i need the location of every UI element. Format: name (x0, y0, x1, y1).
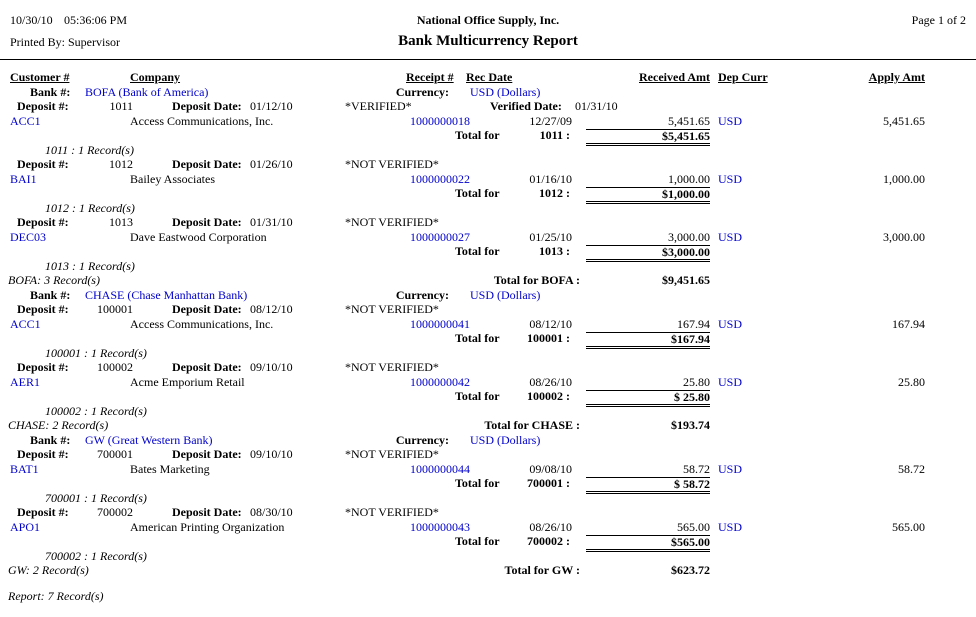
customer-link[interactable]: APO1 (10, 519, 41, 534)
deposit-header-row (0, 216, 976, 231)
apply-amt: 565.00 (892, 519, 925, 534)
deposit-record-count: 700001 : 1 Record(s) (45, 490, 147, 505)
received-amt: 58.72 (683, 461, 710, 476)
total-for-label: Total for (455, 128, 500, 142)
bank-total-label: Total for BOFA : (493, 273, 580, 287)
deposit-date: 01/12/10 (250, 99, 293, 113)
deposit-records-row (0, 144, 976, 159)
customer-link[interactable]: ACC1 (10, 113, 41, 128)
received-amt: 167.94 (677, 316, 710, 331)
deposit-records-row (0, 405, 976, 420)
deposit-number-label: Deposit #: (17, 447, 69, 461)
total-for-label: Total for (455, 244, 500, 258)
apply-amt: 167.94 (892, 316, 925, 331)
col-company: Company (130, 70, 181, 84)
deposit-header-row (0, 158, 976, 173)
customer-link[interactable]: BAI1 (10, 171, 37, 186)
dep-curr-link[interactable]: USD (718, 316, 743, 331)
verification-status: *NOT VERIFIED* (345, 157, 439, 171)
deposit-date-label: Deposit Date: (172, 302, 242, 316)
currency-label: Currency: (395, 287, 449, 302)
company-name: Access Communications, Inc. (130, 113, 274, 128)
deposit-number-label: Deposit #: (17, 157, 69, 171)
deposit-number: 1012 (109, 157, 133, 171)
bank-link[interactable]: BOFA (Bank of America) (85, 84, 209, 99)
dep-curr-link[interactable]: USD (718, 374, 743, 389)
deposit-date: 09/10/10 (250, 447, 293, 461)
total-for-label: Total for (455, 331, 500, 345)
receipt-link[interactable]: 1000000042 (410, 374, 470, 389)
bank-total-amount: $193.74 (671, 418, 710, 432)
col-rec-date: Rec Date (466, 70, 513, 84)
deposit-date-label: Deposit Date: (172, 447, 242, 461)
deposit-number: 700002 (97, 505, 133, 519)
apply-amt: 25.80 (898, 374, 925, 389)
deposit-total-row (0, 187, 976, 202)
header-rule (0, 59, 976, 60)
deposit-date-label: Deposit Date: (172, 157, 242, 171)
rec-date: 01/16/10 (529, 171, 572, 186)
verification-status: *NOT VERIFIED* (345, 360, 439, 374)
bank-number-label: Bank #: (30, 84, 71, 99)
total-deposit-number: 100001 : (527, 331, 570, 345)
dep-curr-link[interactable]: USD (718, 113, 743, 128)
deposit-records-row (0, 260, 976, 275)
deposit-header-row (0, 361, 976, 376)
received-amt: 565.00 (677, 519, 710, 534)
bank-footer-row (0, 419, 976, 434)
receipt-link[interactable]: 1000000044 (410, 461, 470, 476)
deposit-total-amount: $3,000.00 (586, 245, 710, 262)
bank-footer-row (0, 564, 976, 579)
received-amt: 5,451.65 (668, 113, 710, 128)
deposit-header-row (0, 506, 976, 521)
bank-record-count: CHASE: 2 Record(s) (8, 418, 109, 432)
deposit-number: 100002 (97, 360, 133, 374)
rec-date: 08/26/10 (529, 519, 572, 534)
dep-curr-link[interactable]: USD (718, 519, 743, 534)
apply-amt: 5,451.65 (883, 113, 925, 128)
verification-status: *NOT VERIFIED* (345, 215, 439, 229)
verification-status: *NOT VERIFIED* (345, 447, 439, 461)
col-customer: Customer # (10, 70, 70, 84)
deposit-total-row (0, 245, 976, 260)
page-indicator: Page 1 of 2 (911, 13, 966, 27)
bank-number-label: Bank #: (30, 287, 71, 302)
column-header-row (0, 71, 976, 86)
total-deposit-number: 1011 : (539, 128, 570, 142)
bank-record-count: GW: 2 Record(s) (8, 563, 89, 577)
company-name: Bates Marketing (130, 461, 210, 476)
receipt-link[interactable]: 1000000018 (410, 113, 470, 128)
verified-date: 01/31/10 (575, 99, 618, 113)
deposit-number: 1011 (109, 99, 133, 113)
deposit-date: 01/31/10 (250, 215, 293, 229)
deposit-date-label: Deposit Date: (172, 215, 242, 229)
receipt-link[interactable]: 1000000022 (410, 171, 470, 186)
deposit-date-label: Deposit Date: (172, 99, 242, 113)
deposit-number-label: Deposit #: (17, 360, 69, 374)
received-amt: 3,000.00 (668, 229, 710, 244)
currency-link[interactable]: USD (Dollars) (470, 84, 541, 99)
report-record-count: Report: 7 Record(s) (8, 588, 104, 603)
received-amt: 1,000.00 (668, 171, 710, 186)
customer-link[interactable]: ACC1 (10, 316, 41, 331)
print-date: 10/30/10 (10, 13, 53, 27)
detail-row (0, 173, 976, 188)
report-footer-row (0, 590, 976, 605)
deposit-record-count: 1011 : 1 Record(s) (45, 142, 134, 157)
deposit-record-count: 100002 : 1 Record(s) (45, 403, 147, 418)
verification-status: *NOT VERIFIED* (345, 302, 439, 316)
deposit-record-count: 1012 : 1 Record(s) (45, 200, 135, 215)
apply-amt: 3,000.00 (883, 229, 925, 244)
customer-link[interactable]: DEC03 (10, 229, 46, 244)
deposit-date: 08/30/10 (250, 505, 293, 519)
total-for-label: Total for (455, 389, 500, 403)
receipt-link[interactable]: 1000000027 (410, 229, 470, 244)
company-name: Dave Eastwood Corporation (130, 229, 267, 244)
deposit-record-count: 1013 : 1 Record(s) (45, 258, 135, 273)
deposit-number-label: Deposit #: (17, 215, 69, 229)
deposit-records-row (0, 202, 976, 217)
deposit-number: 1013 (109, 215, 133, 229)
customer-link[interactable]: BAT1 (10, 461, 39, 476)
detail-row (0, 115, 976, 130)
deposit-date-label: Deposit Date: (172, 505, 242, 519)
bank-total-label: Total for CHASE : (484, 418, 580, 432)
rec-date: 12/27/09 (529, 113, 572, 128)
deposit-date-label: Deposit Date: (172, 360, 242, 374)
bank-link[interactable]: CHASE (Chase Manhattan Bank) (85, 287, 248, 302)
col-apply-amt: Apply Amt (868, 70, 925, 84)
bank-footer-row (0, 274, 976, 289)
company-name: Access Communications, Inc. (130, 316, 274, 331)
bank-header-row (0, 289, 976, 304)
deposit-records-row (0, 550, 976, 565)
report-body (0, 71, 976, 604)
deposit-records-row (0, 347, 976, 362)
rec-date: 08/26/10 (529, 374, 572, 389)
printed-by: Printed By: Supervisor (10, 35, 120, 49)
deposit-total-amount: $167.94 (586, 332, 710, 349)
verification-status: *NOT VERIFIED* (345, 505, 439, 519)
total-for-label: Total for (455, 186, 500, 200)
print-time: 05:36:06 PM (64, 13, 128, 27)
company-name: American Printing Organization (130, 519, 285, 534)
dep-curr-link[interactable]: USD (718, 461, 743, 476)
deposit-total-row (0, 390, 976, 405)
total-deposit-number: 100002 : (527, 389, 570, 403)
receipt-link[interactable]: 1000000043 (410, 519, 470, 534)
verified-date-label: Verified Date: (490, 99, 562, 113)
deposit-record-count: 100001 : 1 Record(s) (45, 345, 147, 360)
apply-amt: 1,000.00 (883, 171, 925, 186)
deposit-total-amount: $ 58.72 (586, 477, 710, 494)
deposit-number-label: Deposit #: (17, 99, 69, 113)
deposit-number-label: Deposit #: (17, 302, 69, 316)
total-deposit-number: 1012 : (539, 186, 570, 200)
dep-curr-link[interactable]: USD (718, 229, 743, 244)
page-header-row (0, 13, 976, 33)
bank-total-amount: $623.72 (671, 563, 710, 577)
detail-row (0, 318, 976, 333)
col-dep-curr: Dep Curr (718, 70, 768, 84)
deposit-number: 100001 (97, 302, 133, 316)
total-deposit-number: 700002 : (527, 534, 570, 548)
currency-link[interactable]: USD (Dollars) (470, 287, 541, 302)
detail-row (0, 376, 976, 391)
deposit-header-row (0, 100, 976, 115)
report-title: Bank Multicurrency Report (398, 33, 578, 49)
deposit-total-row (0, 129, 976, 144)
deposit-total-amount: $5,451.65 (586, 129, 710, 146)
deposit-total-amount: $565.00 (586, 535, 710, 552)
col-received-amt: Received Amt (639, 70, 710, 84)
bank-total-label: Total for GW : (504, 563, 580, 577)
bank-number-label: Bank #: (30, 432, 71, 447)
deposit-date: 09/10/10 (250, 360, 293, 374)
detail-row (0, 463, 976, 478)
deposit-total-row (0, 477, 976, 492)
deposit-record-count: 700002 : 1 Record(s) (45, 548, 147, 563)
customer-link[interactable]: AER1 (10, 374, 40, 389)
received-amt: 25.80 (683, 374, 710, 389)
rec-date: 08/12/10 (529, 316, 572, 331)
dep-curr-link[interactable]: USD (718, 171, 743, 186)
company-title: National Office Supply, Inc. (416, 13, 560, 27)
deposit-total-amount: $1,000.00 (586, 187, 710, 204)
rec-date: 01/25/10 (529, 229, 572, 244)
apply-amt: 58.72 (898, 461, 925, 476)
deposit-total-row (0, 332, 976, 347)
deposit-total-amount: $ 25.80 (586, 390, 710, 407)
report-title-row (0, 33, 976, 59)
deposit-date: 01/26/10 (250, 157, 293, 171)
detail-row (0, 521, 976, 536)
deposit-date: 08/12/10 (250, 302, 293, 316)
company-name: Acme Emporium Retail (130, 374, 245, 389)
deposit-header-row (0, 448, 976, 463)
verification-status: *VERIFIED* (345, 99, 412, 113)
bank-total-amount: $9,451.65 (662, 273, 710, 287)
bank-header-row (0, 434, 976, 449)
deposit-number-label: Deposit #: (17, 505, 69, 519)
bank-record-count: BOFA: 3 Record(s) (8, 273, 100, 287)
total-deposit-number: 700001 : (527, 476, 570, 490)
total-deposit-number: 1013 : (539, 244, 570, 258)
col-receipt: Receipt # (406, 70, 454, 84)
currency-label: Currency: (395, 432, 449, 447)
detail-row (0, 231, 976, 246)
deposit-header-row (0, 303, 976, 318)
receipt-link[interactable]: 1000000041 (410, 316, 470, 331)
rec-date: 09/08/10 (529, 461, 572, 476)
deposit-records-row (0, 492, 976, 507)
total-for-label: Total for (455, 476, 500, 490)
total-for-label: Total for (455, 534, 500, 548)
bank-header-row (0, 86, 976, 101)
deposit-number: 700001 (97, 447, 133, 461)
deposit-total-row (0, 535, 976, 550)
currency-link[interactable]: USD (Dollars) (470, 432, 541, 447)
currency-label: Currency: (395, 84, 449, 99)
bank-link[interactable]: GW (Great Western Bank) (85, 432, 213, 447)
company-name: Bailey Associates (130, 171, 215, 186)
